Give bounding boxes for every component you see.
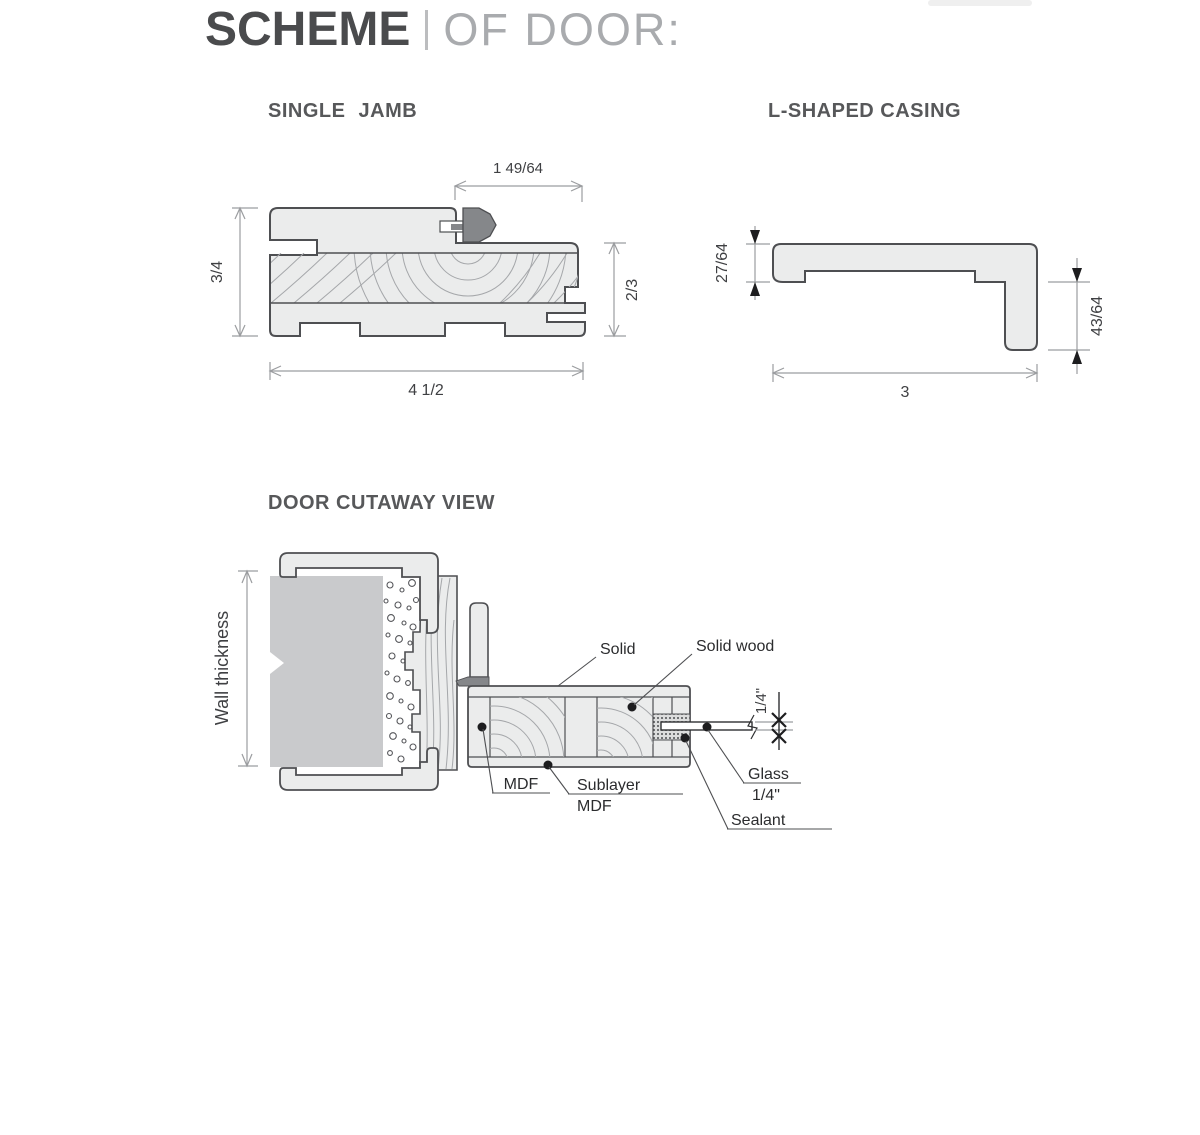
svg-text:1 49/64: 1 49/64	[492, 160, 544, 177]
svg-text:MDF: MDF	[577, 798, 612, 815]
callout-glass	[708, 730, 801, 804]
svg-text:4 1/2: 4 1/2	[408, 382, 444, 399]
svg-text:3/4: 3/4	[209, 260, 226, 284]
heading-single-jamb: SINGLE JAMB	[268, 100, 418, 122]
svg-text:2/3: 2/3	[624, 278, 641, 302]
dim-casing-leg-height	[1048, 258, 1106, 374]
callout-solid	[558, 641, 636, 686]
dim-jamb-width	[270, 362, 583, 399]
jamb-profile-body	[270, 208, 585, 336]
svg-text:3: 3	[900, 384, 910, 401]
svg-text:43/64: 43/64	[1089, 295, 1106, 337]
dim-wall-thickness	[212, 571, 258, 766]
svg-text:1/4": 1/4"	[753, 687, 770, 715]
svg-text:1/4": 1/4"	[752, 787, 780, 804]
dim-glass-thickness	[753, 688, 793, 750]
page-title	[205, 2, 682, 57]
casing-profile-body	[773, 244, 1037, 350]
dim-jamb-rebate-width	[455, 160, 582, 202]
svg-text:Wall thickness: Wall thickness	[212, 610, 232, 726]
door-cutaway-diagram	[200, 530, 860, 870]
seal-fin	[451, 224, 463, 230]
door-seal	[456, 677, 489, 686]
svg-text:MDF: MDF	[503, 776, 539, 793]
svg-text:Solid wood: Solid wood	[696, 638, 775, 655]
single-jamb-diagram	[200, 140, 670, 420]
cropped-watermark	[928, 0, 1032, 6]
heading-l-shaped-casing: L-SHAPED CASING	[768, 100, 962, 122]
l-shaped-casing-diagram	[690, 210, 1130, 420]
callout-sublayer-mdf	[549, 767, 683, 815]
svg-text:Glass: Glass	[748, 766, 789, 783]
svg-text:27/64: 27/64	[714, 242, 731, 284]
door-stop	[470, 603, 488, 677]
dim-jamb-right-height	[604, 243, 641, 336]
heading-door-cutaway-view: DOOR CUTAWAY VIEW	[268, 492, 496, 514]
wall-section	[270, 576, 383, 767]
title-light: OF DOOR:	[443, 3, 682, 55]
dim-casing-thickness	[714, 226, 770, 300]
callout-sealant	[686, 741, 832, 829]
svg-text:Sealant: Sealant	[731, 812, 786, 829]
svg-text:Sublayer: Sublayer	[577, 777, 641, 794]
dim-casing-width	[773, 364, 1037, 401]
compression-seal	[463, 208, 496, 242]
title-bold: SCHEME	[205, 3, 411, 56]
title-divider	[425, 10, 428, 50]
dim-jamb-height	[209, 208, 258, 336]
svg-text:Solid: Solid	[600, 641, 636, 658]
